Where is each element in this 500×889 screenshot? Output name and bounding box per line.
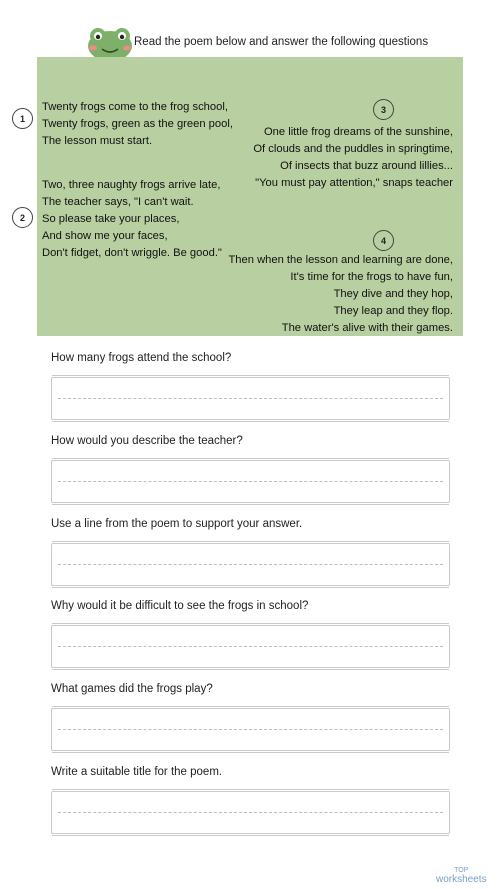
poem-line: One little frog dreams of the sunshine,	[263, 126, 453, 138]
poem-line: Of insects that buzz around lillies...	[280, 160, 453, 172]
poem-line: Then when the lesson and learning are done,	[228, 254, 453, 266]
poem-line: The lesson must start.	[42, 135, 153, 147]
answer-input-6[interactable]	[51, 791, 450, 834]
instruction: Read the poem below and answer the following questions	[134, 36, 429, 48]
answer-input-2[interactable]	[51, 460, 450, 503]
question-1: How many frogs attend the school?	[51, 352, 232, 364]
poem-line: Twenty frogs come to the frog school,	[42, 101, 228, 113]
brand-logo[interactable]	[436, 866, 487, 884]
poem-line: It's time for the frogs to have fun,	[290, 271, 453, 283]
stanza-3	[253, 124, 453, 192]
stanza-1	[42, 99, 233, 150]
stanza-4	[228, 252, 453, 337]
poem-line: The water's alive with their games.	[281, 322, 453, 334]
question-3: Use a line from the poem to support your answer.	[51, 518, 303, 530]
answer-input-1[interactable]	[51, 377, 450, 420]
question-6: Write a suitable title for the poem.	[51, 766, 223, 778]
poem-line: They dive and they hop,	[333, 288, 453, 300]
question-2: How would you describe the teacher?	[51, 435, 243, 447]
stanza-number-2: 2	[12, 207, 33, 228]
stanza-number-4: 4	[373, 230, 394, 251]
poem-line: And show me your faces,	[42, 230, 168, 242]
poem-line: Of clouds and the puddles in springtime,	[253, 143, 453, 155]
poem-line: Don't fidget, don't wriggle. Be good."	[42, 247, 222, 259]
stanza-number-3: 3	[373, 99, 394, 120]
stanza-number-1: 1	[12, 108, 33, 129]
answer-input-4[interactable]	[51, 625, 450, 668]
poem-line: The teacher says, "I can't wait.	[42, 196, 194, 208]
poem-line: Twenty frogs, green as the green pool,	[42, 118, 233, 130]
brand-bottom: worksheets	[436, 874, 487, 885]
question-4: Why would it be difficult to see the frogs in school?	[51, 600, 309, 612]
answer-input-3[interactable]	[51, 543, 450, 586]
poem-line: Two, three naughty frogs arrive late,	[42, 179, 221, 191]
poem-line: They leap and they flop.	[333, 305, 453, 317]
question-5: What games did the frogs play?	[51, 683, 213, 695]
stanza-2	[42, 177, 222, 262]
poem-line: So please take your places,	[42, 213, 180, 225]
answer-input-5[interactable]	[51, 708, 450, 751]
poem-line: "You must pay attention," snaps teacher	[255, 177, 453, 189]
brand-top: TOP	[454, 867, 469, 874]
